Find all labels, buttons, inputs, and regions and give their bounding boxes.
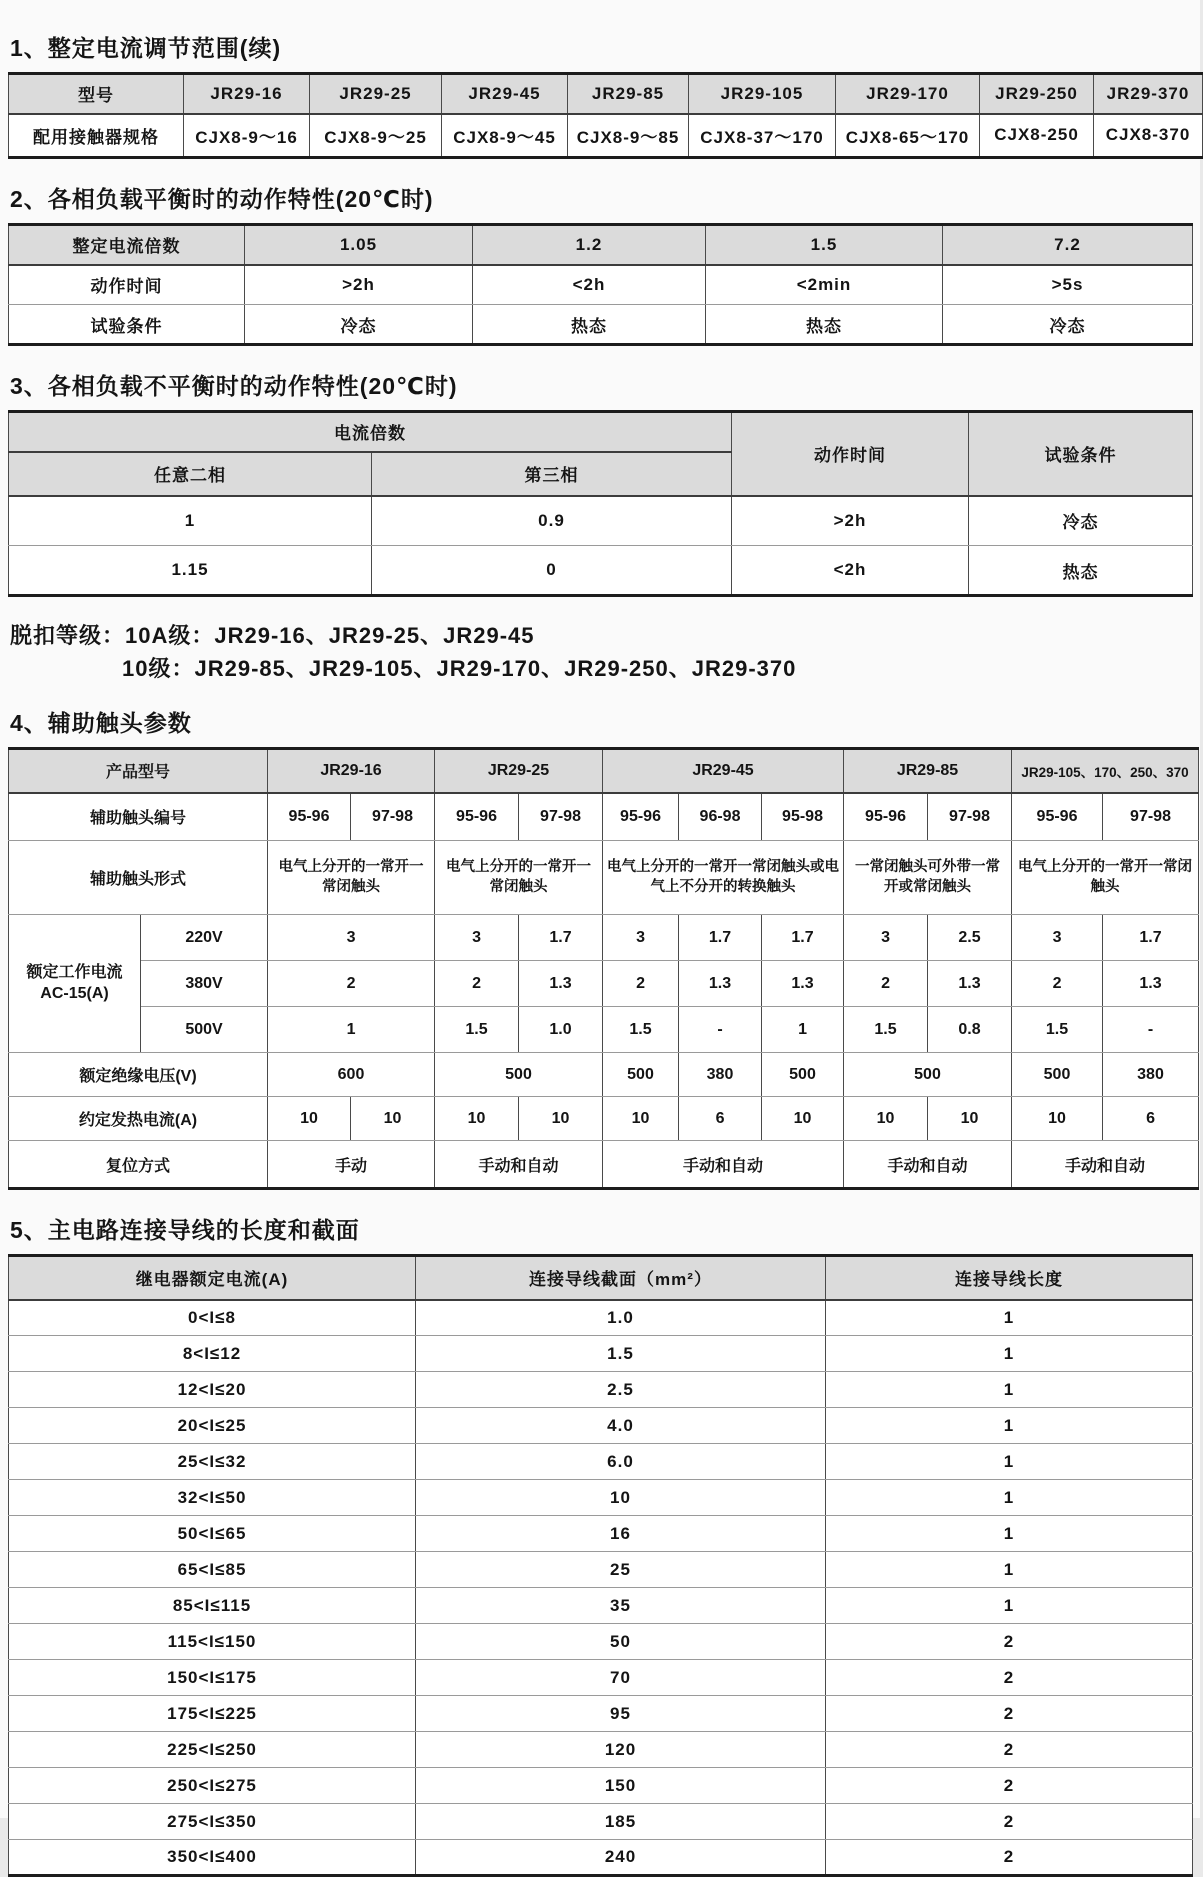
trip-class-line2: 10级：JR29-85、JR29-105、JR29-170、JR29-250、JR29-370: [122, 656, 797, 681]
header-cell: 继电器额定电流(A): [9, 1256, 416, 1300]
table-cell: 16: [416, 1516, 826, 1552]
table-cell: 电气上分开的一常开一常闭触头: [1012, 841, 1199, 915]
header-cell: 1.05: [245, 225, 473, 265]
table-cell: 1.0: [519, 1007, 603, 1053]
table-cell: CJX8-250: [980, 114, 1094, 158]
table-cell: 6: [679, 1097, 762, 1141]
rated-current-label-line1: 额定工作电流: [26, 963, 123, 981]
table-cell: 1: [826, 1516, 1193, 1552]
table-cell: 1.15: [9, 546, 372, 596]
table-cell: 500: [435, 1053, 603, 1097]
table-row: [9, 961, 1199, 1007]
table-row: [9, 1141, 1199, 1189]
table-cell: 电气上分开的一常开一常闭触头: [435, 841, 603, 915]
table-row: [9, 1444, 1193, 1480]
table-row: [9, 1588, 1193, 1624]
header-cell: JR29-250: [980, 74, 1094, 114]
table-cell: 2: [1012, 961, 1103, 1007]
table-cell: 3: [1012, 915, 1103, 961]
table-row: [9, 1840, 1193, 1876]
table-cell: CJX8-9～16: [184, 114, 310, 158]
table-cell: 380: [1103, 1053, 1199, 1097]
table-cell: 1.5: [416, 1336, 826, 1372]
table-cell: CJX8-9～25: [310, 114, 442, 158]
table-row: [9, 1516, 1193, 1552]
table-row: [9, 1336, 1193, 1372]
table-cell: 95-96: [435, 793, 519, 841]
table-cell: 手动和自动: [435, 1141, 603, 1189]
table-row: [9, 1768, 1193, 1804]
table-cell: 350<I≤400: [9, 1840, 416, 1876]
table-row: [9, 1408, 1193, 1444]
table-cell: 1: [826, 1588, 1193, 1624]
table-cell: 冷态: [943, 305, 1193, 345]
table-cell: 1.3: [679, 961, 762, 1007]
header-cell: 连接导线截面（mm²）: [416, 1256, 826, 1300]
table-cell: 120: [416, 1732, 826, 1768]
header-cell: 任意二相: [9, 452, 372, 496]
table-cell: 电气上分开的一常开一常闭触头或电气上不分开的转换触头: [603, 841, 844, 915]
row-label: 500V: [141, 1007, 268, 1053]
table-cell: 1.5: [603, 1007, 679, 1053]
row-label: 额定绝缘电压(V): [9, 1053, 268, 1097]
table-cell: 1: [268, 1007, 435, 1053]
table-cell: 6.0: [416, 1444, 826, 1480]
table-cell: 热态: [969, 546, 1193, 596]
table-cell: 1: [826, 1444, 1193, 1480]
table-cell: 175<I≤225: [9, 1696, 416, 1732]
table-cell: 10: [435, 1097, 519, 1141]
table-cell: 1: [826, 1300, 1193, 1336]
table-row: [9, 915, 1199, 961]
rated-current-label-line2: AC-15(A): [40, 984, 109, 1002]
table-cell: 95-96: [1012, 793, 1103, 841]
section-1-title: 1、整定电流调节范围(续): [10, 35, 282, 61]
table-row: [9, 265, 1193, 305]
table-row: [9, 1480, 1193, 1516]
header-cell: 连接导线长度: [826, 1256, 1193, 1300]
table-row: [9, 305, 1193, 345]
table-cell: CJX8-65～170: [836, 114, 980, 158]
table-cell: 275<I≤350: [9, 1804, 416, 1840]
table-row: [9, 74, 1203, 114]
table-cell: 150: [416, 1768, 826, 1804]
table-cell: 2: [826, 1768, 1193, 1804]
table-cell: 动作时间: [9, 265, 245, 305]
wire-length-section-table: [8, 1254, 1193, 1877]
header-cell: 7.2: [943, 225, 1193, 265]
table-cell: 50<I≤65: [9, 1516, 416, 1552]
table-row: [9, 1007, 1199, 1053]
header-cell: 型号: [9, 74, 184, 114]
header-cell: JR29-370: [1094, 74, 1203, 114]
header-cell: JR29-105、170、250、370: [1012, 749, 1199, 793]
table-cell: 1.5: [435, 1007, 519, 1053]
table-cell: 10: [1012, 1097, 1103, 1141]
table-cell: 一常闭触头可外带一常开或常闭触头: [844, 841, 1012, 915]
table-cell: 25<I≤32: [9, 1444, 416, 1480]
table-cell: 0<I≤8: [9, 1300, 416, 1336]
table-cell: 97-98: [1103, 793, 1199, 841]
table-cell: 10: [416, 1480, 826, 1516]
table-cell: 3: [268, 915, 435, 961]
table-row: [9, 546, 1193, 596]
rated-current-range-table: [8, 72, 1203, 159]
header-cell: JR29-105: [689, 74, 836, 114]
table-cell: CJX8-9～85: [568, 114, 689, 158]
table-cell: 97-98: [351, 793, 435, 841]
table-cell: 1.3: [762, 961, 844, 1007]
table-cell: 0.9: [372, 496, 732, 546]
table-cell: CJX8-370: [1094, 114, 1203, 158]
table-row: [9, 841, 1199, 915]
table-cell: 150<I≤175: [9, 1660, 416, 1696]
table-cell: >2h: [732, 496, 969, 546]
table-cell: >5s: [943, 265, 1193, 305]
table-cell: 手动和自动: [844, 1141, 1012, 1189]
table-row: [9, 1696, 1193, 1732]
table-row: [9, 114, 1203, 158]
table-row: [9, 412, 1193, 452]
table-cell: 手动和自动: [603, 1141, 844, 1189]
table-cell: 500: [1012, 1053, 1103, 1097]
row-label: 约定发热电流(A): [9, 1097, 268, 1141]
table-cell: 600: [268, 1053, 435, 1097]
table-cell: 96-98: [679, 793, 762, 841]
table-cell: 手动: [268, 1141, 435, 1189]
table-cell: 0: [372, 546, 732, 596]
table-cell: 65<I≤85: [9, 1552, 416, 1588]
table-cell: 3: [603, 915, 679, 961]
table-cell: 32<I≤50: [9, 1480, 416, 1516]
table-cell: 240: [416, 1840, 826, 1876]
table-cell: 25: [416, 1552, 826, 1588]
table-cell: 1: [9, 496, 372, 546]
table-cell: 手动和自动: [1012, 1141, 1199, 1189]
row-label: 辅助触头形式: [9, 841, 268, 915]
header-cell: JR29-45: [442, 74, 568, 114]
table-cell: 10: [519, 1097, 603, 1141]
row-label: 复位方式: [9, 1141, 268, 1189]
table-row: [9, 1256, 1193, 1300]
table-cell: 500: [762, 1053, 844, 1097]
row-label: 辅助触头编号: [9, 793, 268, 841]
table-cell: 1.3: [928, 961, 1012, 1007]
trip-class-line1: 脱扣等级：10A级：JR29-16、JR29-25、JR29-45: [10, 623, 535, 648]
header-cell: JR29-85: [568, 74, 689, 114]
table-row: [9, 1372, 1193, 1408]
section-5-title: 5、主电路连接导线的长度和截面: [10, 1217, 360, 1243]
row-label: 220V: [141, 915, 268, 961]
table-cell: 95: [416, 1696, 826, 1732]
table-cell: -: [1103, 1007, 1199, 1053]
row-label: 380V: [141, 961, 268, 1007]
table-cell: 1: [826, 1408, 1193, 1444]
table-cell: 20<I≤25: [9, 1408, 416, 1444]
header-cell: 试验条件: [969, 412, 1193, 496]
table-cell: CJX8-9～45: [442, 114, 568, 158]
table-row: [9, 225, 1193, 265]
table-row: [9, 1097, 1199, 1141]
table-cell: 2.5: [416, 1372, 826, 1408]
table-cell: 3: [435, 915, 519, 961]
table-cell: 10: [928, 1097, 1012, 1141]
table-cell: 10: [762, 1097, 844, 1141]
table-cell: 35: [416, 1588, 826, 1624]
table-row: [9, 1624, 1193, 1660]
table-cell: 1: [826, 1336, 1193, 1372]
table-cell: 1.3: [1103, 961, 1199, 1007]
table-cell: 95-96: [603, 793, 679, 841]
header-cell: 1.5: [706, 225, 943, 265]
header-cell: 电流倍数: [9, 412, 732, 452]
trip-class-note: [10, 619, 1192, 685]
table-cell: 2: [268, 961, 435, 1007]
header-cell: JR29-170: [836, 74, 980, 114]
table-cell: 6: [1103, 1097, 1199, 1141]
table-cell: 95-98: [762, 793, 844, 841]
header-cell: JR29-45: [603, 749, 844, 793]
table-cell: 1.7: [762, 915, 844, 961]
table-cell: 500: [844, 1053, 1012, 1097]
table-cell: 1: [826, 1552, 1193, 1588]
table-row: [9, 1804, 1193, 1840]
table-cell: <2h: [732, 546, 969, 596]
unbalanced-load-table: [8, 410, 1193, 597]
table-cell: 97-98: [928, 793, 1012, 841]
table-cell: <2h: [473, 265, 706, 305]
table-cell: 50: [416, 1624, 826, 1660]
table-cell: 10: [844, 1097, 928, 1141]
table-cell: 10: [603, 1097, 679, 1141]
table-cell: 12<I≤20: [9, 1372, 416, 1408]
table-cell: CJX8-37～170: [689, 114, 836, 158]
table-cell: 试验条件: [9, 305, 245, 345]
section-3-title: 3、各相负载不平衡时的动作特性(20℃时): [10, 373, 458, 399]
balanced-load-table: [8, 223, 1193, 346]
table-cell: 热态: [706, 305, 943, 345]
table-row: [9, 793, 1199, 841]
header-cell: JR29-16: [184, 74, 310, 114]
table-cell: 2.5: [928, 915, 1012, 961]
table-cell: 1.3: [519, 961, 603, 1007]
section-2-title: 2、各相负载平衡时的动作特性(20℃时): [10, 186, 434, 212]
table-cell: 2: [826, 1696, 1193, 1732]
table-cell: 10: [351, 1097, 435, 1141]
table-cell: 3: [844, 915, 928, 961]
header-cell: 动作时间: [732, 412, 969, 496]
table-cell: 2: [826, 1840, 1193, 1876]
table-cell: 1.5: [844, 1007, 928, 1053]
table-cell: 70: [416, 1660, 826, 1696]
table-cell: 2: [826, 1624, 1193, 1660]
table-row: [9, 1552, 1193, 1588]
table-row: [9, 1053, 1199, 1097]
table-cell: 2: [826, 1804, 1193, 1840]
table-cell: 2: [826, 1732, 1193, 1768]
table-cell: 2: [603, 961, 679, 1007]
table-row: [9, 496, 1193, 546]
table-cell: 97-98: [519, 793, 603, 841]
table-cell: 电气上分开的一常开一常闭触头: [268, 841, 435, 915]
table-cell: <2min: [706, 265, 943, 305]
table-cell: 冷态: [969, 496, 1193, 546]
table-cell: 配用接触器规格: [9, 114, 184, 158]
table-cell: 250<I≤275: [9, 1768, 416, 1804]
table-row: [9, 1300, 1193, 1336]
header-cell: JR29-16: [268, 749, 435, 793]
header-cell: JR29-25: [310, 74, 442, 114]
table-cell: 1: [826, 1480, 1193, 1516]
table-cell: >2h: [245, 265, 473, 305]
table-cell: 1.7: [519, 915, 603, 961]
table-cell: 225<I≤250: [9, 1732, 416, 1768]
table-cell: 2: [844, 961, 928, 1007]
table-cell: 185: [416, 1804, 826, 1840]
auxiliary-contact-table: [8, 747, 1199, 1190]
table-cell: 500: [603, 1053, 679, 1097]
table-cell: 95-96: [844, 793, 928, 841]
row-label: [9, 915, 141, 1053]
table-row: [9, 1660, 1193, 1696]
table-cell: 8<I≤12: [9, 1336, 416, 1372]
header-cell: 整定电流倍数: [9, 225, 245, 265]
table-cell: 115<I≤150: [9, 1624, 416, 1660]
table-cell: 1.7: [679, 915, 762, 961]
table-cell: 95-96: [268, 793, 351, 841]
table-cell: 4.0: [416, 1408, 826, 1444]
header-cell: 第三相: [372, 452, 732, 496]
table-cell: 0.8: [928, 1007, 1012, 1053]
header-cell: 产品型号: [9, 749, 268, 793]
table-cell: 1: [826, 1372, 1193, 1408]
table-row: [9, 749, 1199, 793]
header-cell: JR29-85: [844, 749, 1012, 793]
table-cell: 1.7: [1103, 915, 1199, 961]
header-cell: 1.2: [473, 225, 706, 265]
header-cell: JR29-25: [435, 749, 603, 793]
table-cell: 1.5: [1012, 1007, 1103, 1053]
table-cell: 热态: [473, 305, 706, 345]
table-cell: 85<I≤115: [9, 1588, 416, 1624]
section-4-title: 4、辅助触头参数: [10, 710, 192, 736]
table-cell: 1.0: [416, 1300, 826, 1336]
table-cell: 380: [679, 1053, 762, 1097]
table-cell: 1: [762, 1007, 844, 1053]
table-cell: 2: [826, 1660, 1193, 1696]
table-cell: 冷态: [245, 305, 473, 345]
table-cell: 2: [435, 961, 519, 1007]
table-cell: -: [679, 1007, 762, 1053]
table-row: [9, 1732, 1193, 1768]
table-cell: 10: [268, 1097, 351, 1141]
